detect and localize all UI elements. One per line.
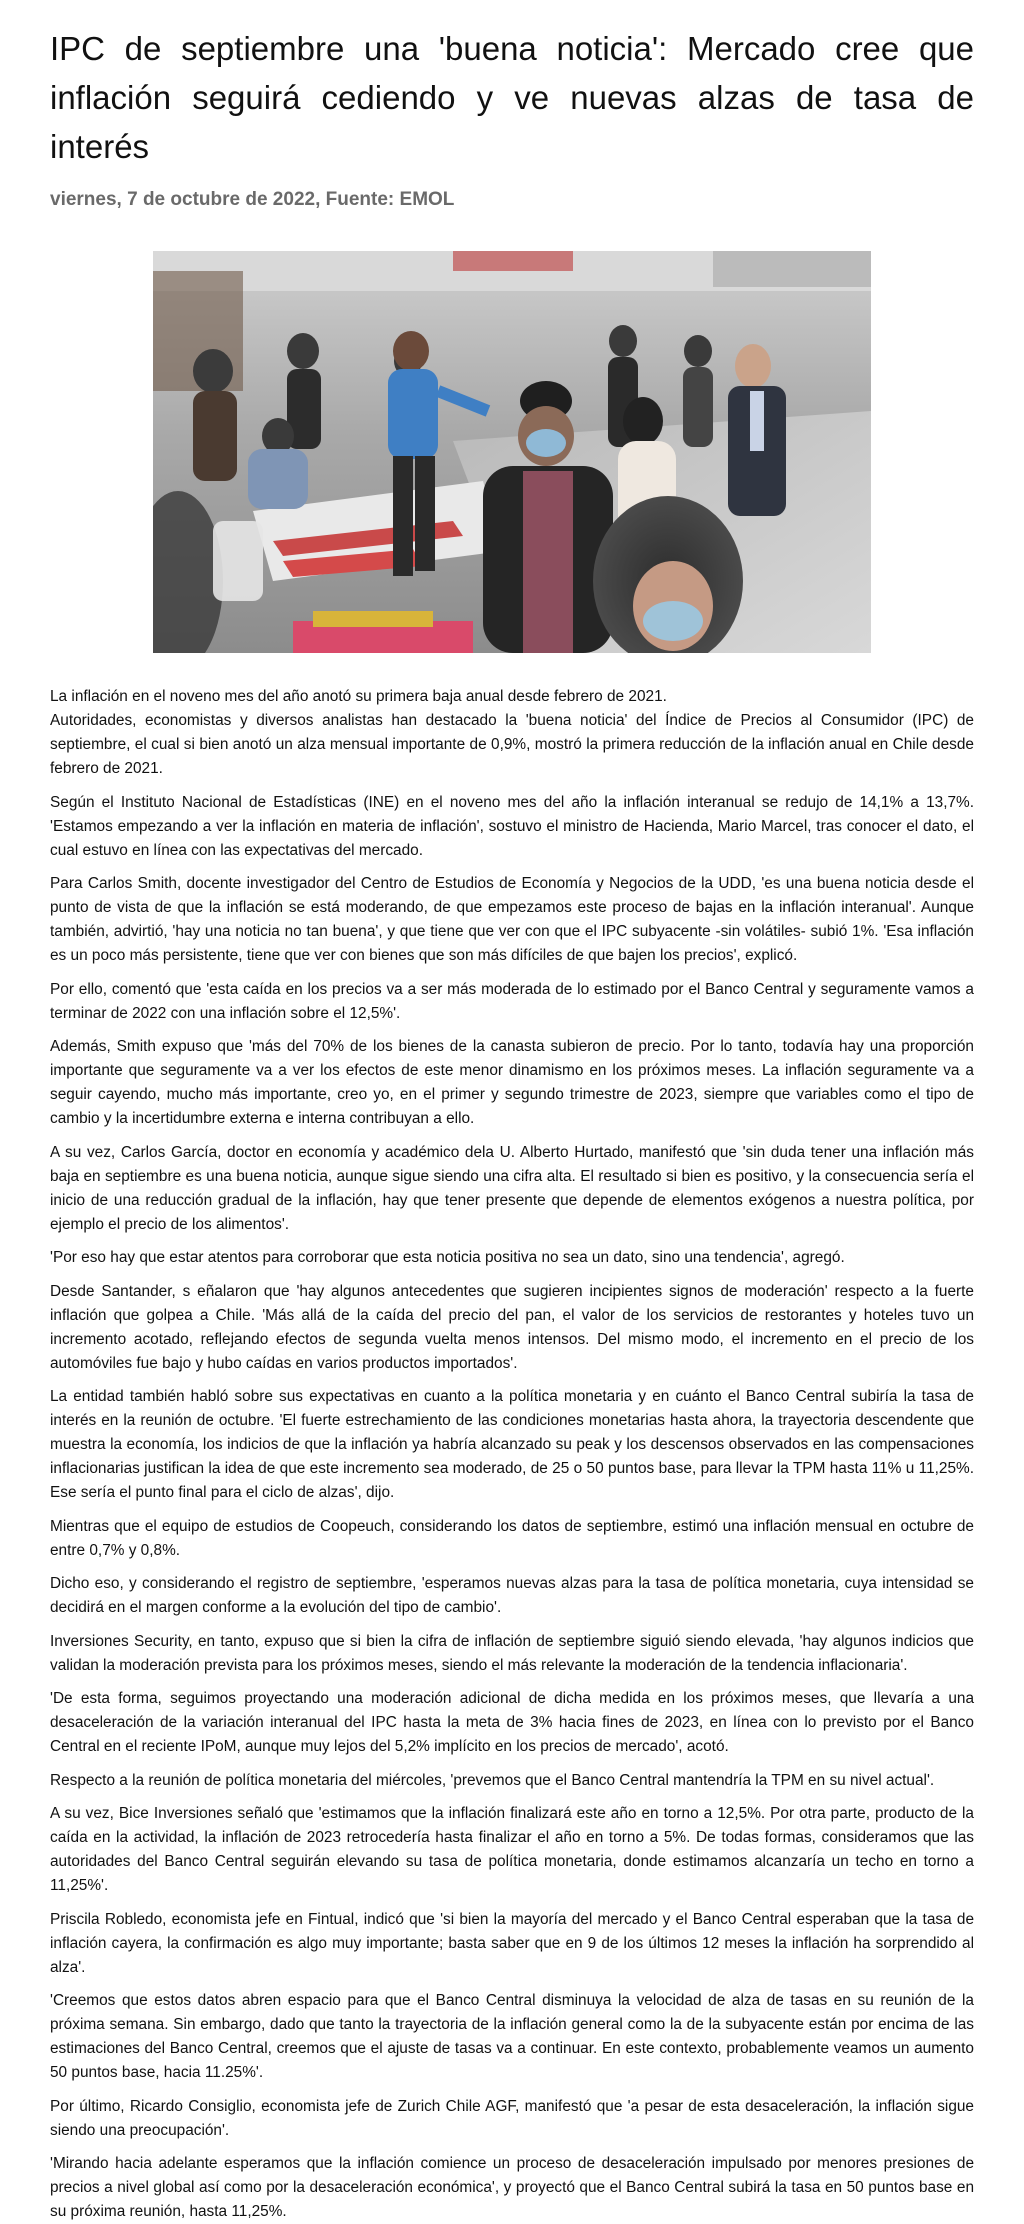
- article-paragraph: 'Mirando hacia adelante esperamos que la inflación comience un proceso de desaceleración impulsado por menores presiones de precios a nivel global así como por la desaceleración económica', y proyectó que el Banco Central subirá la tasa en 50 puntos base en su próxima reunión, hasta 11,25%.: [50, 2155, 974, 2220]
- article-paragraph: Priscila Robledo, economista jefe en Fintual, indicó que 'si bien la mayoría del mercado y el Banco Central esperaban que la tasa de inflación cayera, la confirmación es algo muy importante; basta saber que en 9 de los últimos 12 meses la inflación ha sorprendido al alza'.: [50, 1910, 974, 1976]
- article-paragraph: Dicho eso, y considerando el registro de septiembre, 'esperamos nuevas alzas para la tasa de política monetaria, cuya intensidad se decidirá en el margen conforme a la evolución del tipo de cambio'.: [50, 1575, 974, 1616]
- article-paragraph: Según el Instituto Nacional de Estadísticas (INE) en el noveno mes del año la inflación interanual se redujo de 14,1% a 13,7%. 'Estamos empezando a ver la inflación en materia de inflación', sostuvo el ministro de Hacienda, Mario Marcel, tras conocer el dato, el cual estuvo en línea con las expectativas del mercado.: [50, 793, 974, 859]
- article-paragraph: 'Creemos que estos datos abren espacio para que el Banco Central disminuya la velocidad de alza de tasas en su reunión de la próxima semana. Sin embargo, dado que tanto la trayectoria de la inflación general como la de la subyacente están por encima de las estimaciones del Banco Central, creemos que el ajuste de tasas va a continuar. En este contexto, probablemente veamos un aumento 50 puntos base, hacia 11.25%'.: [50, 1992, 974, 2081]
- article-paragraph: 'De esta forma, seguimos proyectando una moderación adicional de dicha medida en los próximos meses, que llevaría a una desaceleración de la variación interanual del IPC hasta la meta de 3% hacia fines de 2023, en línea con lo previsto por el Banco Central en el reciente IPoM, aunque muy lejos del 5,2% implícito en los precios de mercado', acotó.: [50, 1690, 974, 1755]
- article-title: IPC de septiembre una 'buena noticia': Mercado cree que inflación seguirá cediendo y ve nuevas alzas de tasa de interés: [50, 30, 974, 165]
- article-paragraph: La inflación en el noveno mes del año anotó su primera baja anual desde febrero de 2021.: [50, 688, 667, 705]
- article-paragraph: Por último, Ricardo Consiglio, economista jefe de Zurich Chile AGF, manifestó que 'a pesar de esta desaceleración, la inflación sigue siendo una preocupación'.: [50, 2097, 974, 2139]
- article-paragraph: Además, Smith expuso que 'más del 70% de los bienes de la canasta subieron de precio. Por lo tanto, todavía hay una proporción importante que seguramente va a ver los efectos de este menor dinamismo en los próximos meses. La inflación seguramente va a seguir cayendo, mucho más importante, creo yo, en el primer y segundo trimestre de 2023, siempre que variables como el tipo de cambio y la incertidumbre externa e interna contribuyan a ello.: [50, 1038, 974, 1127]
- article-paragraph: Autoridades, economistas y diversos analistas han destacado la 'buena noticia' del Índice de Precios al Consumidor (IPC) de septiembre, el cual si bien anotó un alza mensual importante de 0,9%, mostró la primera reducción de la inflación anual en Chile desde febrero de 2021.: [50, 712, 974, 777]
- article-paragraph: Por ello, comentó que 'esta caída en los precios va a ser más moderada de lo estimado por el Banco Central y seguramente vamos a terminar de 2022 con una inflación sobre el 12,5%'.: [50, 980, 974, 1022]
- street-crowd-photo: [153, 251, 871, 653]
- article-paragraph: 'Por eso hay que estar atentos para corroborar que esta noticia positiva no sea un dato, sino una tendencia', agregó.: [50, 1249, 845, 1266]
- article-paragraph: Desde Santander, s eñalaron que 'hay algunos antecedentes que sugieren incipientes signos de moderación' respecto a la fuerte inflación que golpea a Chile. 'Más allá de la caída del precio del pan, el valor de los servicios de restorantes y hoteles tuvo un incremento acotado, reflejando efectos de segunda vuelta menos intensos. Del mismo modo, el incremento en el precio de los automóviles fue bajo y hubo caídas en varios productos importados'.: [50, 1282, 974, 1372]
- article-photo: [153, 251, 871, 653]
- article-paragraph: Inversiones Security, en tanto, expuso que si bien la cifra de inflación de septiembre siguió siendo elevada, 'hay algunos indicios que validan la moderación prevista para los próximos meses, siendo el más relevante la moderación de la tendencia inflacionaria'.: [50, 1632, 974, 1674]
- article-paragraph: Respecto a la reunión de política monetaria del miércoles, 'prevemos que el Banco Central mantendría la TPM en su nivel actual'.: [50, 1771, 935, 1789]
- article-paragraph: La entidad también habló sobre sus expectativas en cuanto a la política monetaria y en cuánto el Banco Central subiría la tasa de interés en la reunión de octubre. 'El fuerte estrechamiento de las condiciones monetarias hasta ahora, la trayectoria descendente que muestra la economía, los indicios de que la inflación ya habría alcanzado su peak y los descensos observados en las compensaciones inflacionarias justifican la idea de que este incremento sea moderado, de 25 o 50 puntos base, para llevar la TPM hasta 11% u 11,25%. Ese sería el punto final para el ciclo de alzas', dijo.: [50, 1388, 974, 1501]
- article-date-source: viernes, 7 de octubre de 2022, Fuente: EMOL: [50, 189, 455, 210]
- article-paragraph: Para Carlos Smith, docente investigador del Centro de Estudios de Economía y Negocios de la UDD, 'es una buena noticia desde el punto de vista de que la inflación se está moderando, de que empezamos este proceso de bajas en la inflación interanual'. Aunque también, advirtió, 'hay una noticia no tan buena', y que tiene que ver con que el IPC subyacente -sin volátiles- subió 1%. 'Esa inflación es un poco más persistente, tiene que ver con bienes que son más difíciles de que bajen los precios', explicó.: [50, 875, 974, 964]
- article-body: [50, 685, 974, 2224]
- article-paragraph: Mientras que el equipo de estudios de Coopeuch, considerando los datos de septiembre, estimó una inflación mensual en octubre de entre 0,7% y 0,8%.: [50, 1517, 974, 1559]
- article-paragraph: A su vez, Carlos García, doctor en economía y académico dela U. Alberto Hurtado, manifestó que 'sin duda tener una inflación más baja en septiembre es una buena noticia, aunque sigue siendo una cifra alta. El resultado si bien es positivo, y la consecuencia sería el inicio de una reducción gradual de la inflación, hay que tener presente que depende de elementos exógenos a nuestra política, por ejemplo el precio de los alimentos'.: [50, 1143, 974, 1233]
- article-paragraph: A su vez, Bice Inversiones señaló que 'estimamos que la inflación finalizará este año en torno a 12,5%. Por otra parte, producto de la caída en la actividad, la inflación de 2023 retrocedería hasta finalizar el año en torno a 5%. De todas formas, consideramos que las autoridades del Banco Central seguirán elevando su tasa de política monetaria, donde estimamos alcanzaría un techo en torno a 11,25%'.: [50, 1805, 974, 1894]
